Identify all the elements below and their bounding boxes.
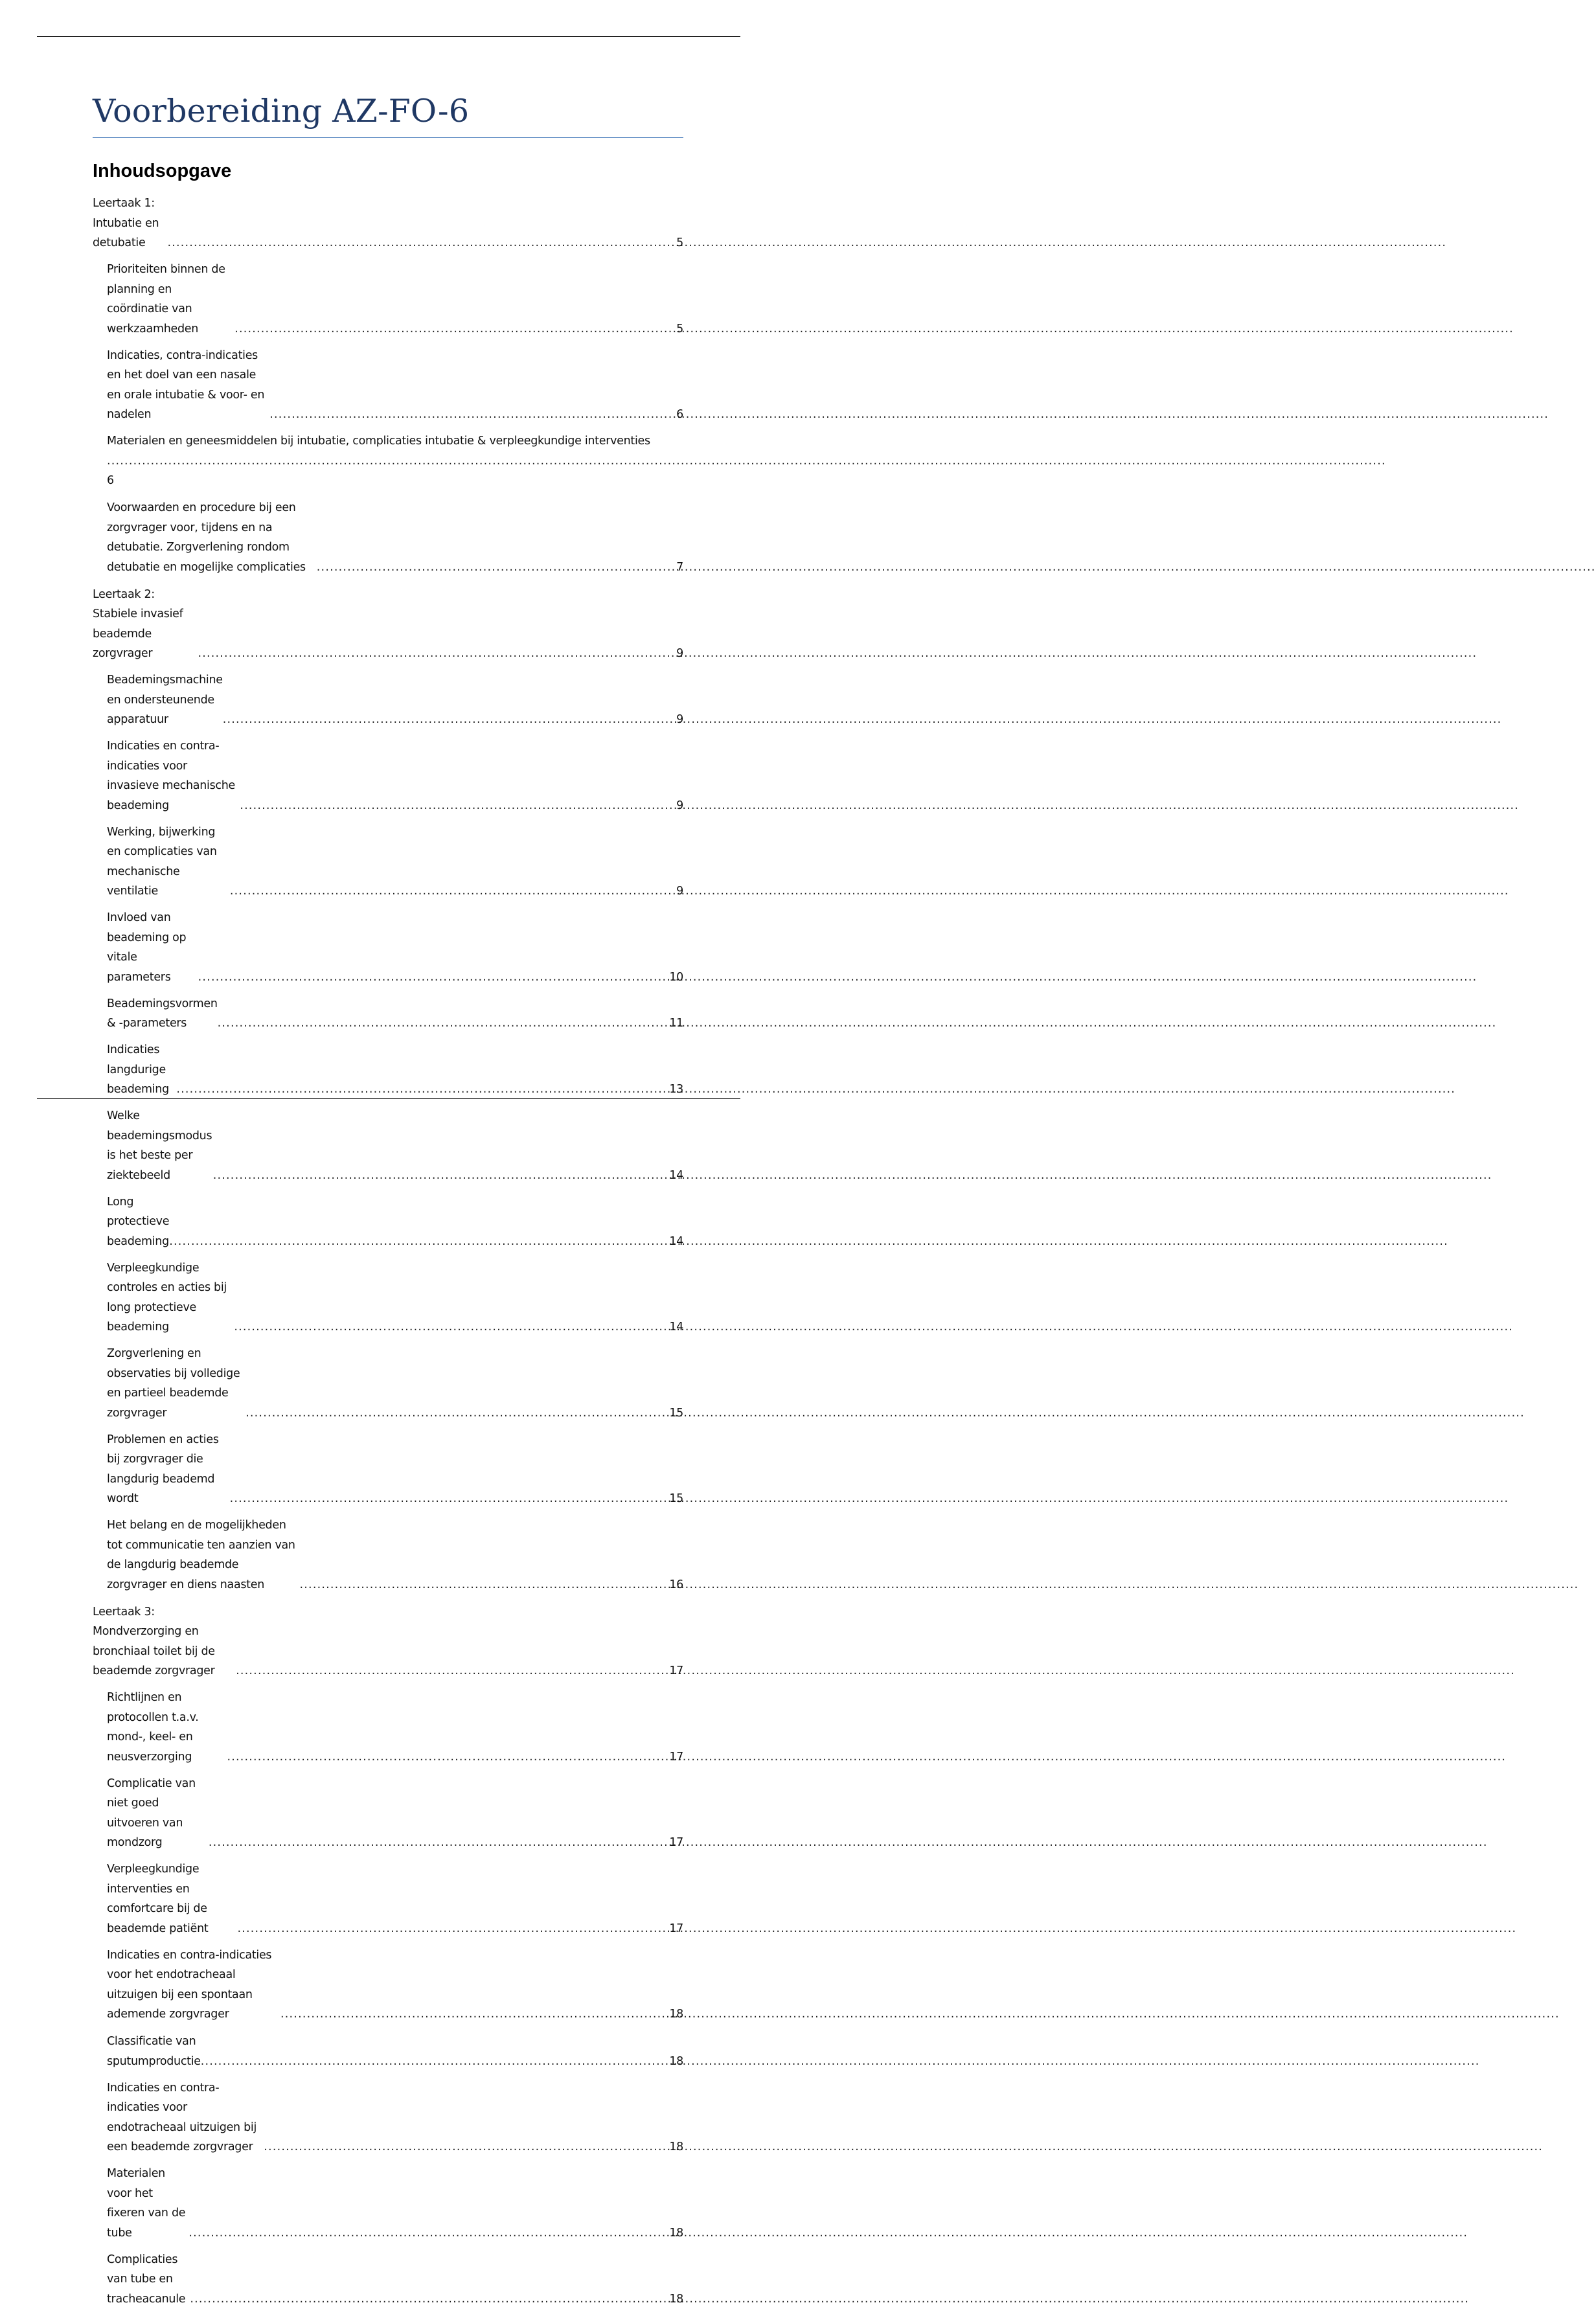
toc-entry-text: Complicaties van tube en tracheacanule — [107, 2253, 186, 2306]
dot-leader — [198, 644, 676, 664]
dot-leader — [209, 1833, 669, 1853]
header-rule — [37, 36, 740, 37]
toc-entry[interactable] — [93, 1258, 683, 1337]
dot-leader — [107, 451, 683, 471]
toc-page-number: 9 — [676, 713, 683, 726]
toc-page-number: 15 — [669, 1406, 683, 1420]
toc-page-number: 14 — [669, 1234, 683, 1248]
dot-leader — [230, 1489, 670, 1509]
toc-entry[interactable] — [93, 1516, 683, 1595]
toc-entry-text: Invloed van beademing op vitale parameters — [107, 911, 187, 984]
toc-entry-text: Leertaak 3: Mondverzorging en bronchiaal toilet bij de beademde zorgvrager — [93, 1605, 215, 1677]
dot-leader — [176, 1080, 669, 1100]
toc-page-number: 18 — [669, 2292, 683, 2306]
dot-leader — [280, 2004, 669, 2025]
toc-entry-text: Materialen voor het fixeren van de tube — [107, 2167, 186, 2240]
toc-entry-text: Materialen en geneesmiddelen bij intubatie, complicaties intubatie & verpleegkundige interventies — [107, 435, 650, 448]
toc-entry-text: Indicaties langdurige beademing — [107, 1043, 169, 1096]
toc-entry-text: Indicaties en contra-indicaties voor invasieve mechanische beademing — [107, 740, 235, 812]
toc-entry[interactable] — [93, 1344, 683, 1423]
toc-page-number: 13 — [669, 1083, 683, 1096]
title-underline — [93, 137, 683, 138]
dot-leader — [223, 710, 676, 730]
toc-page-number: 5 — [676, 236, 683, 249]
toc-entry[interactable] — [93, 2250, 683, 2310]
toc-entry-text: Leertaak 1: Intubatie en detubatie — [93, 197, 159, 249]
dot-leader — [218, 1014, 670, 1034]
toc-entry[interactable] — [93, 908, 683, 987]
dot-leader — [198, 968, 670, 988]
toc-page-number: 15 — [669, 1492, 683, 1505]
toc-entry-text: Classificatie van sputumproductie — [107, 2035, 201, 2068]
toc-entry-leertaak-3[interactable] — [93, 1602, 683, 1681]
toc-entry-text: Werking, bijwerking en complicaties van mechanische ventilatie — [107, 825, 217, 898]
dot-leader — [245, 1403, 669, 1424]
toc-entry-leertaak-2[interactable] — [93, 585, 683, 664]
toc-entry[interactable] — [93, 2164, 683, 2243]
toc-page-number: 10 — [669, 970, 683, 984]
toc-entry-text: Beademingsvormen & -parameters — [107, 997, 218, 1030]
toc-page-number: 16 — [669, 1578, 683, 1591]
toc-page-number: 17 — [669, 1664, 683, 1677]
dot-leader — [234, 1317, 669, 1337]
dot-leader — [269, 405, 676, 425]
toc-entry[interactable] — [93, 498, 683, 577]
toc-page-number: 18 — [669, 2226, 683, 2240]
toc-page-number: 17 — [669, 1750, 683, 1764]
toc-entry-text: Leertaak 2: Stabiele invasief beademde zorgvrager — [93, 587, 183, 660]
dot-leader — [234, 319, 676, 339]
dot-leader — [230, 881, 676, 902]
dot-leader — [190, 2289, 669, 2310]
dot-leader — [264, 2137, 669, 2157]
toc-entry-text: Welke beademingsmodus is het beste per ziektebeeld — [107, 1109, 212, 1182]
toc-page-number: 7 — [676, 560, 683, 574]
toc-entry-text: Richtlijnen en protocollen t.a.v. mond-, keel- en neusverzorging — [107, 1691, 199, 1764]
toc-page-number: 9 — [676, 799, 683, 812]
dot-leader — [227, 1747, 669, 1767]
dot-leader — [317, 558, 676, 578]
toc-entry[interactable] — [93, 1192, 683, 1252]
toc-page-number: 17 — [669, 1836, 683, 1849]
toc-entry[interactable] — [93, 1946, 683, 2025]
toc-entry[interactable] — [93, 823, 683, 902]
toc-page-number: 5 — [676, 322, 683, 335]
dot-leader — [240, 796, 676, 816]
toc-entry[interactable] — [93, 260, 683, 339]
toc-entry-text: Indicaties, contra-indicaties en het doel van een nasale en orale intubatie & voor- en nadelen — [107, 348, 265, 421]
toc-entry-text: Zorgverlening en observaties bij volledige en partieel beademde zorgvrager — [107, 1347, 240, 1420]
toc-page-number: 18 — [669, 2054, 683, 2068]
dot-leader — [167, 233, 676, 253]
toc-entry[interactable] — [93, 1859, 683, 1938]
toc-entry[interactable] — [93, 2078, 683, 2157]
dot-leader — [188, 2223, 669, 2243]
toc-entry-text: Complicatie van niet goed uitvoeren van mondzorg — [107, 1777, 196, 1849]
toc-entry[interactable] — [93, 1688, 683, 1767]
toc-page-number: 14 — [669, 1168, 683, 1182]
toc-entry-text: Long protectieve beademing — [107, 1195, 170, 1248]
toc-entry-text: Indicaties en contra-indicaties voor het endotracheaal uitzuigen bij een spontaan ademende zorgvrager — [107, 1948, 272, 2021]
dot-leader — [300, 1575, 670, 1595]
toc-page-number: 6 — [676, 408, 683, 421]
document-title: Voorbereiding AZ-FO-6 — [93, 93, 470, 130]
toc-entry[interactable] — [93, 1106, 683, 1185]
toc-entry[interactable] — [93, 994, 683, 1034]
toc-entry-leertaak-1[interactable] — [93, 194, 683, 253]
toc-entry[interactable] — [93, 431, 683, 491]
toc-page-number: 9 — [676, 885, 683, 898]
toc-heading: Inhoudsopgave — [93, 161, 232, 181]
toc-entry-text: Prioriteiten binnen de planning en coördinatie van werkzaamheden — [107, 263, 225, 335]
toc-entry[interactable] — [93, 1430, 683, 1509]
toc-page-number: 11 — [669, 1017, 683, 1030]
dot-leader — [169, 1232, 669, 1252]
toc-page-number: 18 — [669, 2140, 683, 2153]
footer-rule — [37, 1098, 740, 1099]
toc-entry-text: Verpleegkundige controles en acties bij long protectieve beademing — [107, 1261, 227, 1334]
toc-entry[interactable] — [93, 1040, 683, 1100]
toc-entry-text: Problemen en acties bij zorgvrager die langdurig beademd wordt — [107, 1433, 219, 1505]
toc-entry[interactable] — [93, 736, 683, 815]
dot-leader — [213, 1166, 670, 1186]
toc-entry-text: Verpleegkundige interventies en comfortcare bij de beademde patiënt — [107, 1863, 209, 1935]
toc-page-number: 17 — [669, 1922, 683, 1935]
toc-page-number: 18 — [669, 2008, 683, 2021]
toc-page-number: 6 — [107, 474, 114, 487]
toc-page-number: 14 — [669, 1321, 683, 1334]
toc-entry-text: Het belang en de mogelijkheden tot communicatie ten aanzien van de langdurig beademde zorgvrager en diens naasten — [107, 1519, 295, 1591]
toc-entry[interactable] — [93, 346, 683, 425]
dot-leader — [201, 2052, 670, 2072]
dot-leader — [236, 1661, 669, 1681]
toc-entry[interactable] — [93, 1774, 683, 1853]
toc-entry-text: Beademingsmachine en ondersteunende apparatuur — [107, 674, 223, 726]
toc-entry-text: Voorwaarden en procedure bij een zorgvrager voor, tijdens en na detubatie. Zorgverlening rondom detubatie en mogelijke complicaties — [107, 501, 306, 574]
toc-entry[interactable] — [93, 2032, 683, 2071]
toc-entry-text: Indicaties en contra-indicaties voor endotracheaal uitzuigen bij een beademde zorgvrager — [107, 2081, 257, 2153]
table-of-contents — [93, 194, 683, 2316]
toc-page-number: 9 — [676, 647, 683, 660]
dot-leader — [238, 1919, 670, 1939]
toc-entry[interactable] — [93, 670, 683, 730]
